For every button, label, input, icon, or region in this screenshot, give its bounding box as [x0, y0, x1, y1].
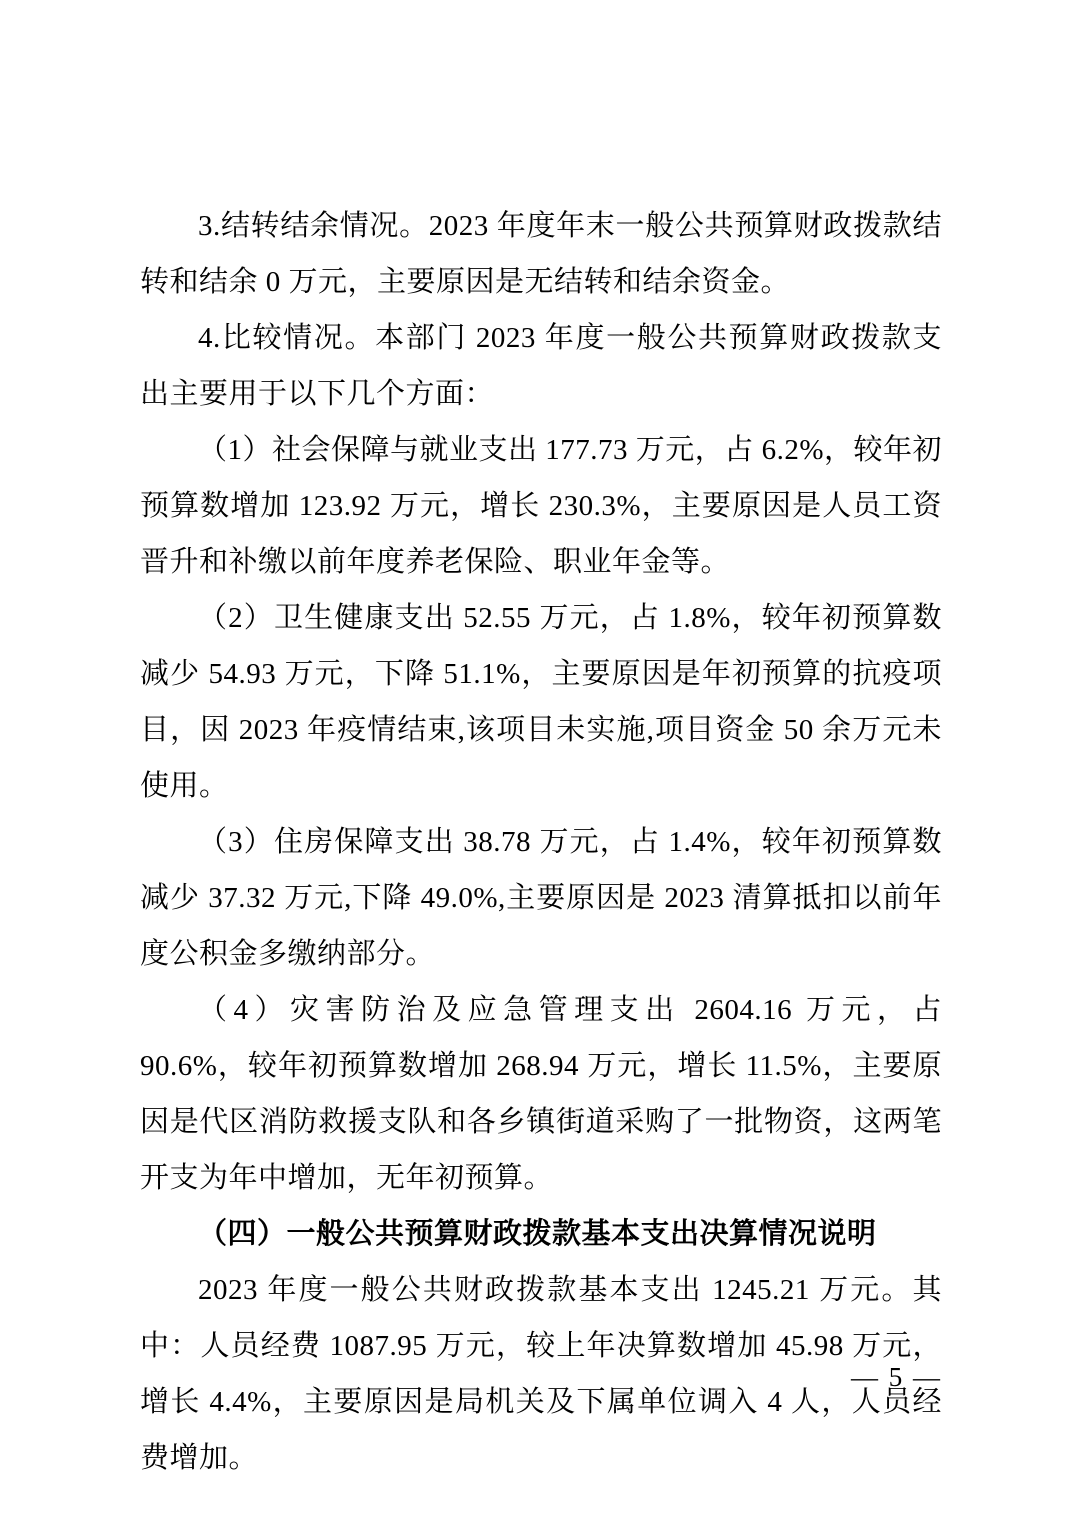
paragraph-basic-expenditure-detail: 2023 年度一般公共财政拨款基本支出 1245.21 万元。其中：人员经费 1087.95 万元，较上年决算数增加 45.98 万元，增长 4.4%，主要原因是局机关及下属单位调入 4 人，人员经费增加。	[140, 1274, 942, 1474]
section-heading-basic-expenditure: （四）一般公共预算财政拨款基本支出决算情况说明	[198, 1218, 877, 1250]
paragraph-item-3-housing: （3）住房保障支出 38.78 万元，占 1.4%，较年初预算数减少 37.32 万元,下降 49.0%,主要原因是 2023 清算抵扣以前年度公积金多缴纳部分。	[140, 826, 942, 970]
page-number: — 5 —	[851, 1362, 942, 1392]
paragraph-carryover-balance: 3.结转结余情况。2023 年度年末一般公共预算财政拨款结转和结余 0 万元，主要原因是无结转和结余资金。	[140, 210, 942, 298]
paragraph-comparison-intro: 4.比较情况。本部门 2023 年度一般公共预算财政拨款支出主要用于以下几个方面：	[140, 322, 942, 410]
paragraph-item-2-health: （2）卫生健康支出 52.55 万元，占 1.8%，较年初预算数减少 54.93 万元，下降 51.1%，主要原因是年初预算的抗疫项目，因 2023 年疫情结束,该项目未实施,项目资金 50 余万元未使用。	[140, 602, 942, 802]
paragraph-item-1-social-security: （1）社会保障与就业支出 177.73 万元，占 6.2%，较年初预算数增加 123.92 万元，增长 230.3%，主要原因是人员工资晋升和补缴以前年度养老保险、职业年金等。	[140, 434, 942, 578]
paragraph-item-4-disaster-emergency: （4）灾害防治及应急管理支出 2604.16 万元，占 90.6%，较年初预算数增加 268.94 万元，增长 11.5%，主要原因是代区消防救援支队和各乡镇街道采购了一批物资，这两笔开支为年中增加，无年初预算。	[140, 994, 942, 1194]
document-body	[140, 198, 942, 1486]
